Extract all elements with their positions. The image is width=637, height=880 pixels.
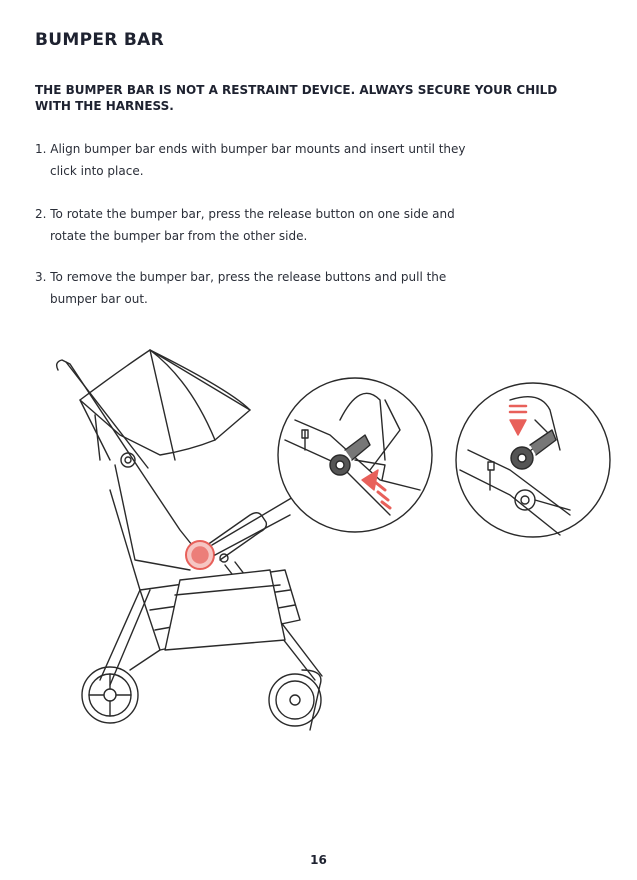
step-3-line-2: bumper bar out. [50,292,148,306]
instruction-step-1 [35,138,555,182]
page-number: 16 [310,853,327,867]
stroller-illustration [40,340,620,744]
step-3-line-1: 3. To remove the bumper bar, press the release buttons and pull the [35,270,447,284]
bumper-bar-insert-detail-icon [278,378,432,532]
bumper-bar-release-detail-icon [456,383,610,537]
page-title: BUMPER BAR [35,30,164,50]
step-1-line-1: 1. Align bumper bar ends with bumper bar mounts and insert until they [35,142,466,156]
step-2-line-2: rotate the bumper bar from the other side. [50,229,308,243]
step-1-line-2: click into place. [50,164,144,178]
warning-text: THE BUMPER BAR IS NOT A RESTRAINT DEVICE. ALWAYS SECURE YOUR CHILD WITH THE HARNESS. [35,83,558,113]
stroller-icon [57,350,322,730]
instruction-step-3 [35,266,555,310]
step-2-line-1: 2. To rotate the bumper bar, press the release button on one side and [35,207,455,221]
instruction-step-2 [35,203,555,247]
